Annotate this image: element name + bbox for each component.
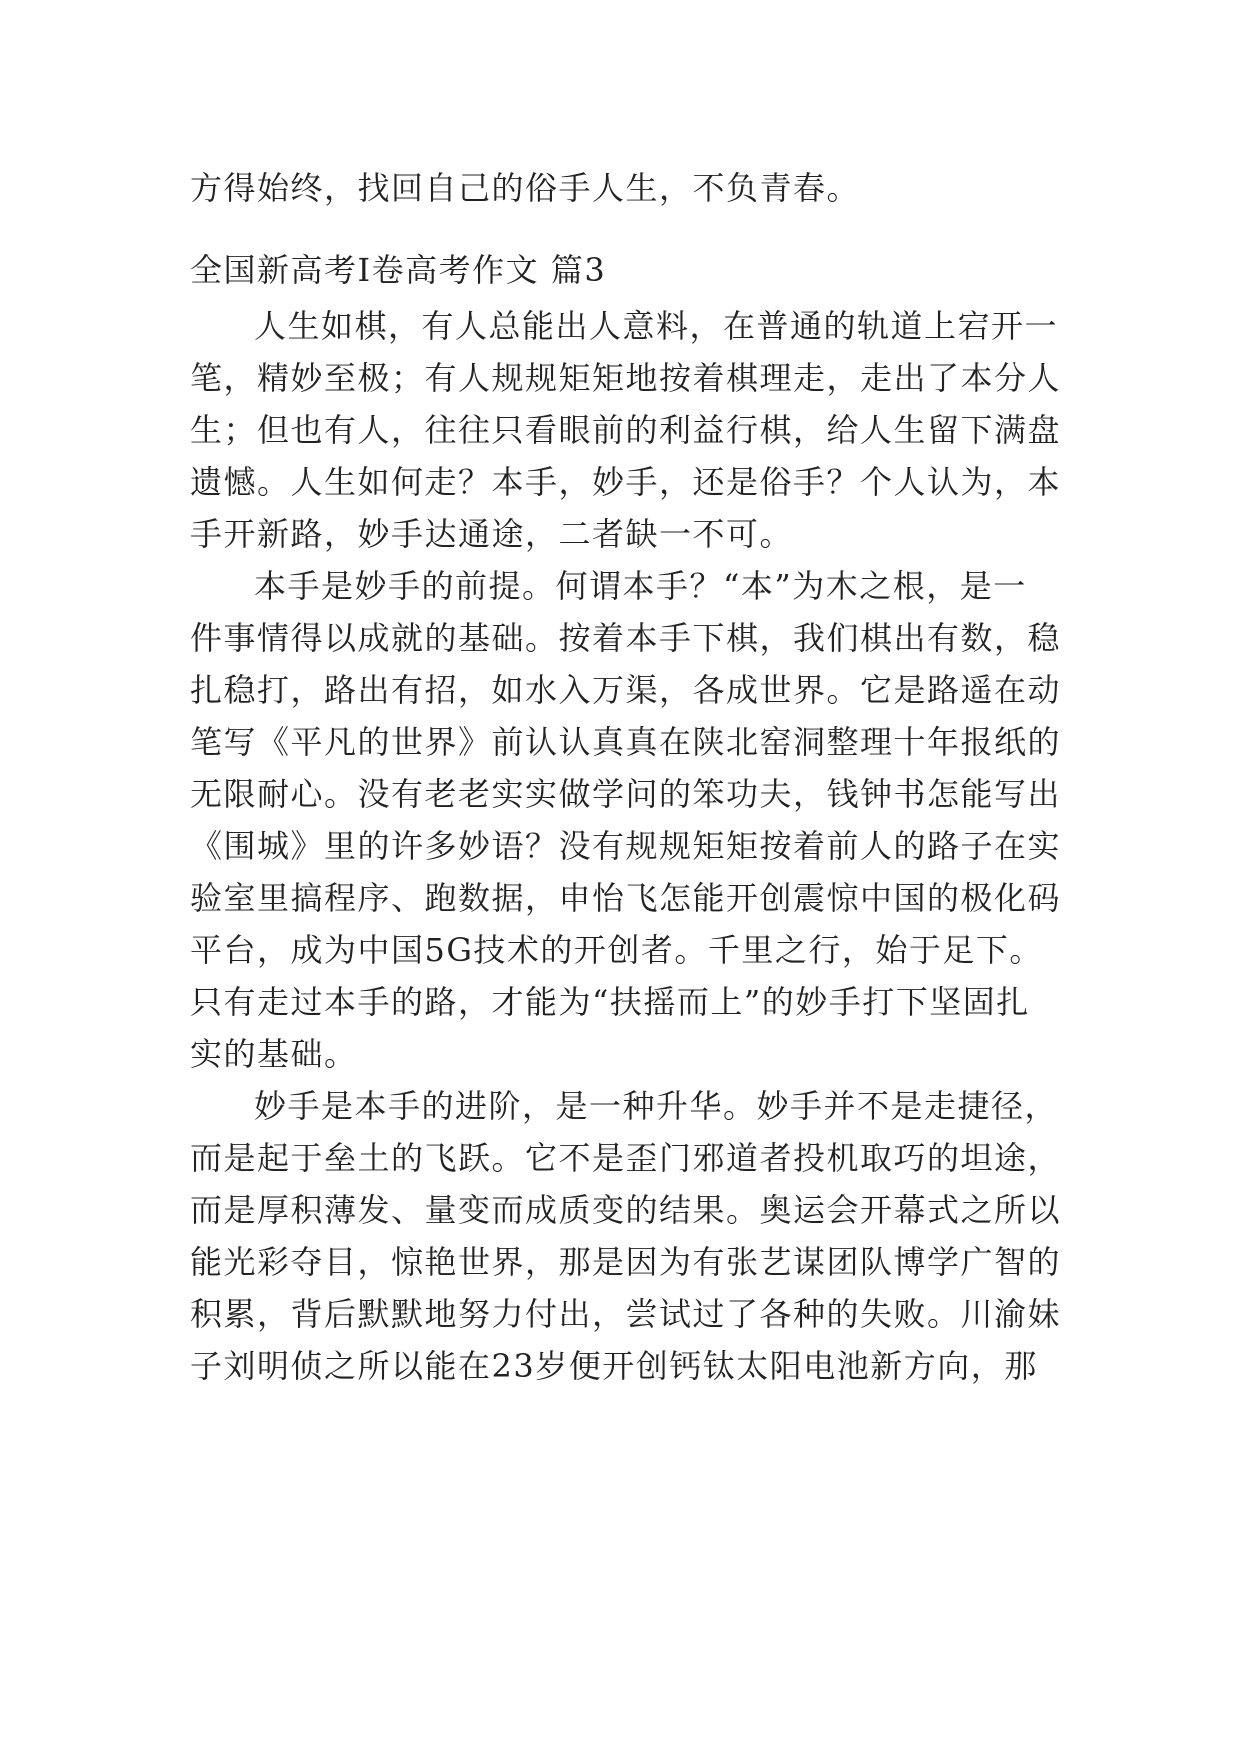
section-heading: 全国新高考Ⅰ卷高考作文 篇3	[190, 251, 607, 289]
paragraph-line: 人生如棋，有人总能出人意料，在普通的轨道上宕开一	[254, 307, 1059, 345]
paragraph-line: 遗憾。人生如何走？本手，妙手，还是俗手？个人认为，本	[190, 463, 1062, 501]
paragraph-line: 只有走过本手的路，才能为“扶摇而上”的妙手打下坚固扎	[190, 983, 1030, 1021]
paragraph-line: 而是起于垒土的飞跃。它不是歪门邪道者投机取巧的坦途，	[190, 1139, 1062, 1177]
paragraph-line: 件事情得以成就的基础。按着本手下棋，我们棋出有数，稳	[190, 619, 1062, 657]
paragraph-line: 本手是妙手的前提。何谓本手？“本”为木之根，是一	[254, 567, 1027, 605]
paragraph-line: 笔写《平凡的世界》前认认真真在陕北窑洞整理十年报纸的	[190, 723, 1062, 761]
paragraph-line: 子刘明侦之所以能在23岁便开创钙钛太阳电池新方向，那	[190, 1347, 1038, 1385]
paragraph-line: 平台，成为中国5G技术的开创者。千里之行，始于足下。	[190, 931, 1043, 969]
paragraph-line: 而是厚积薄发、量变而成质变的结果。奥运会开幕式之所以	[190, 1191, 1062, 1229]
paragraph-end-line: 方得始终，找回自己的俗手人生，不负青春。	[190, 169, 861, 207]
paragraph-line: 妙手是本手的进阶，是一种升华。妙手并不是走捷径，	[254, 1087, 1059, 1125]
paragraph-line: 笔，精妙至极；有人规规矩矩地按着棋理走，走出了本分人	[190, 359, 1062, 397]
paragraph-line: 扎稳打，路出有招，如水入万渠，各成世界。它是路遥在动	[190, 671, 1062, 709]
paragraph-line: 无限耐心。没有老老实实做学问的笨功夫，钱钟书怎能写出	[190, 775, 1062, 813]
paragraph-line: 验室里搞程序、跑数据，申怡飞怎能开创震惊中国的极化码	[190, 879, 1062, 917]
paragraph-line: 手开新路，妙手达通途，二者缺一不可。	[190, 515, 794, 553]
paragraph-line: 《围城》里的许多妙语？没有规规矩矩按着前人的路子在实	[190, 827, 1062, 865]
paragraph-line: 能光彩夺目，惊艳世界，那是因为有张艺谋团队博学广智的	[190, 1243, 1062, 1281]
paragraph-line: 积累，背后默默地努力付出，尝试过了各种的失败。川渝妹	[190, 1295, 1062, 1333]
paragraph-line: 实的基础。	[190, 1035, 358, 1073]
paragraph-line: 生；但也有人，往往只看眼前的利益行棋，给人生留下满盘	[190, 411, 1062, 449]
